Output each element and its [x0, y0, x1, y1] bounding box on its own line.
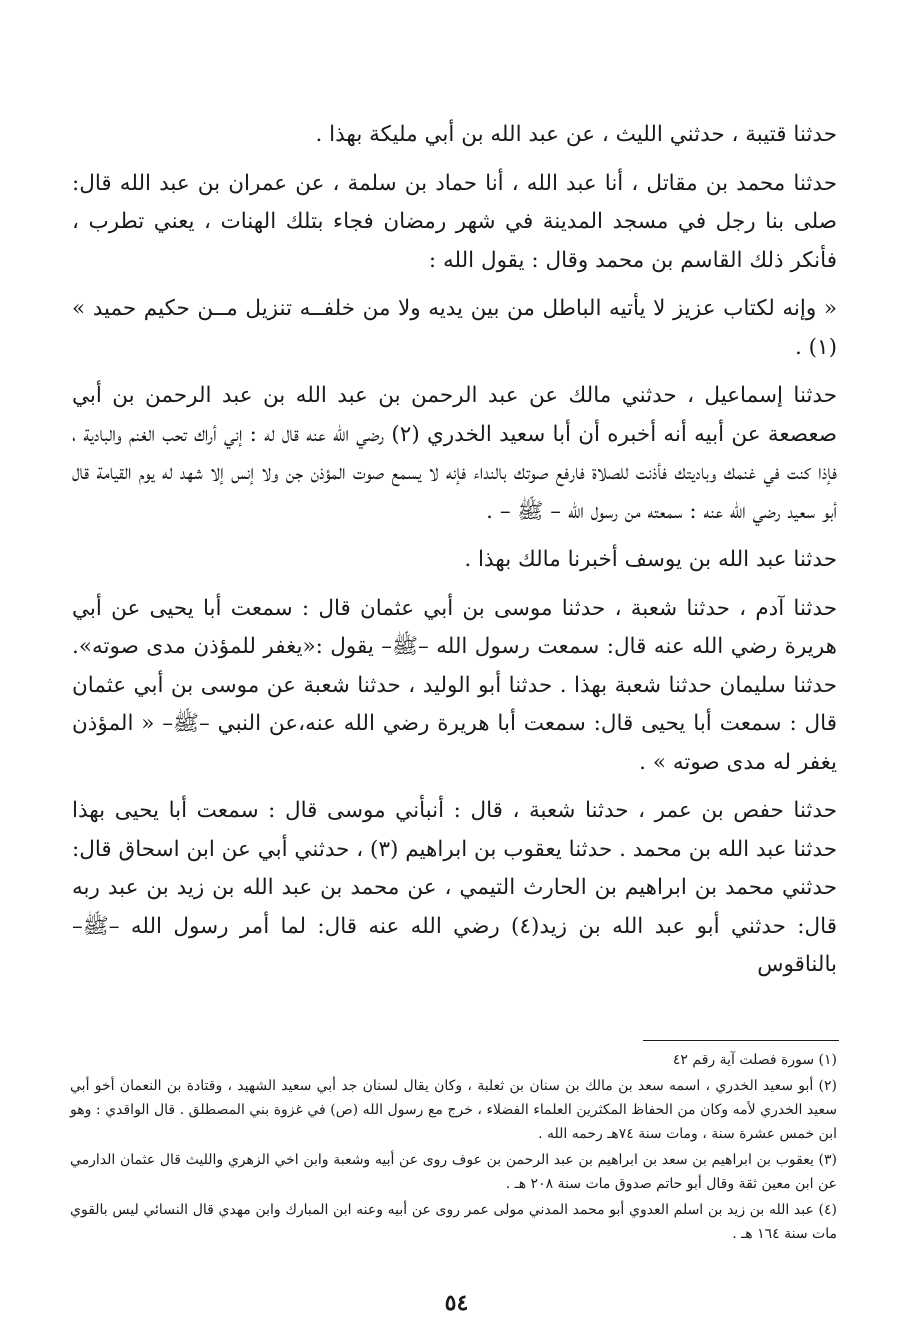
- main-text: [72, 116, 837, 995]
- footnote-2: (٢) أبو سعيد الخدري ، اسمه سعد بن مالك بن سنان بن ثعلبة ، وكان يقال لسنان جد أبي سعيد الشهيد ، وقتادة بن النعمان أخو أبي سعيد الخدري لأمه وكان من الحفاظ المكثرين العلماء الفضلاء ، خرج مع رسول الله (ص) في غزوة بني المصطلق . قال الواقدي : وهو ابن خمس عشرة سنة ، ومات سنة ٧٤هـ رحمه الله .: [70, 1078, 837, 1142]
- footnote-3: (٣) يعقوب بن ابراهيم بن سعد بن ابراهيم بن عبد الرحمن بن عوف روى عن أبيه وشعبة وابن اخي الزهري والليث قال عثمان الدارمي عن ابن معين ثقة وقال أبو حاتم صدوق مات سنة ٢٠٨ هـ .: [70, 1152, 837, 1192]
- footnotes: [70, 1048, 837, 1248]
- paragraph-5: حدثنا آدم ، حدثنا شعبة ، حدثنا موسى بن أبي عثمان قال : سمعت أبا يحيى عن أبي هريرة رضي الله عنه قال: سمعت رسول الله –ﷺ– يقول :«يغفر للمؤذن مدى صوته». حدثنا سليمان حدثنا شعبة بهذا . حدثنا أبو الوليد ، حدثنا شعبة عن موسى بن أبي عثمان قال : سمعت أبا يحيى قال: سمعت أبا هريرة رضي الله عنه،عن النبي –ﷺ– « المؤذن يغفر له مدى صوته » .: [72, 595, 837, 775]
- page-number: ٥٤: [444, 1290, 469, 1316]
- paragraph-4: حدثنا عبد الله بن يوسف أخبرنا مالك بهذا .: [464, 547, 837, 572]
- paragraph-6: حدثنا حفص بن عمر ، حدثنا شعبة ، قال : أنبأني موسى قال : سمعت أبا يحيى بهذا حدثنا عبد الله بن محمد . حدثنا يعقوب بن ابراهيم (٣) ، حدثني أبي عن ابن اسحاق قال: حدثني محمد بن ابراهيم بن الحارث التيمي ، عن محمد بن عبد الله بن زيد بن عبد ربه قال: حدثني أبو عبد الله بن زيد(٤) رضي الله عنه قال: لما أمر رسول الله –ﷺ– بالناقوس: [72, 798, 837, 977]
- footnote-4: (٤) عبد الله بن زيد بن اسلم العدوي أبو محمد المدني مولى عمر روى عن أبيه وعنه ابن المبارك وابن مهدي قال النسائي ليس بالقوي مات سنة ١٦٤ هـ .: [70, 1202, 837, 1242]
- footnote-divider: [643, 1040, 839, 1041]
- paragraph-3: حدثنا إسماعيل ، حدثني مالك عن عبد الرحمن بن عبد الله بن عبد الرحمن بن أبي صعصعة عن أبيه أنه أخبره أن أبا سعيد الخدري (٢) رضي الله عنه قال له : إني أراك تحب الغنم والبادية ، فإذا كنت في غنمك وباديتك فأذنت للصلاة فارفع صوتك بالنداء فإنه لا يسمع صوت المؤذن جن ولا إنس إلا شهد له يوم القيامة قال أبو سعيد رضي الله عنه : سمعته من رسول الله – ﷺ – .: [72, 383, 837, 524]
- paragraph-2: حدثنا محمد بن مقاتل ، أنا عبد الله ، أنا حماد بن سلمة ، عن عمران بن عبد الله قال: صلى بنا رجل في مسجد المدينة في شهر رمضان فجاء بتلك الهنات ، يعني تطرب ، فأنكر ذلك القاسم بن محمد وقال : يقول الله :: [72, 170, 837, 273]
- paragraph-1: حدثنا قتيبة ، حدثني الليث ، عن عبد الله بن أبي مليكة بهذا .: [315, 122, 837, 147]
- quran-quote: « وإنه لكتاب عزيز لا يأتيه الباطل من بين يديه ولا من خلفــه تنزيل مــن حكيم حميد » (١) .: [72, 296, 837, 360]
- footnote-1: (١) سورة فصلت آية رقم ٤٢: [672, 1052, 837, 1068]
